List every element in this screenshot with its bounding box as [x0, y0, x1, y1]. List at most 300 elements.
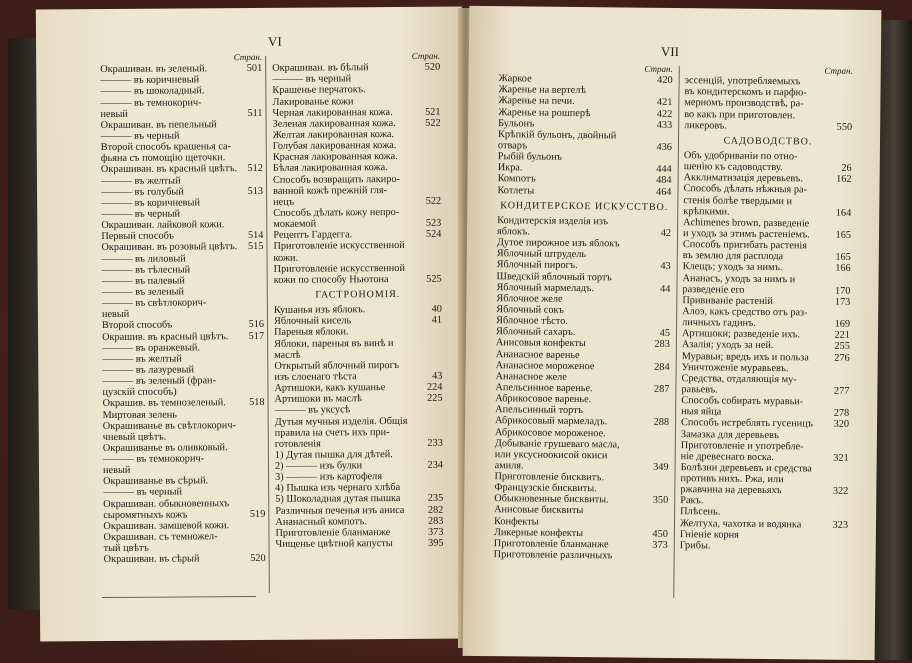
entry-title: въ кондитерскомъ и парфю-: [684, 86, 807, 99]
entry-page-number: [438, 251, 441, 262]
entry-page-number: [665, 518, 668, 529]
entry-title: Приготовленіе бисквитъ.: [494, 471, 605, 484]
entry-title: Ананасное желе: [495, 370, 567, 383]
entry-page-number: 224: [426, 381, 443, 393]
entry-title: Крашенье перчатокъ.: [272, 84, 366, 97]
entry-page-number: [437, 84, 440, 95]
entry-page-number: [668, 239, 671, 250]
entry-title: Прививаніе растеній: [682, 294, 773, 307]
entry-page-number: [848, 241, 851, 252]
entry-title: Шведскій яблочный тортъ: [496, 270, 612, 283]
entry-page-number: [262, 464, 265, 475]
entry-page-number: [437, 73, 440, 84]
entry-title: Яблочный штрудель: [496, 248, 587, 261]
entry-page-number: Стран.: [644, 63, 673, 74]
entry-title: Жаренье на печи.: [498, 95, 575, 108]
entry-page-number: [848, 185, 851, 196]
entry-page-number: [439, 359, 442, 370]
entry-page-number: [439, 262, 442, 273]
entry-page-number: [260, 197, 263, 208]
entry-title: Болѣзни деревьевъ и средства: [680, 462, 812, 475]
entry-title: Пареныя яблоки.: [274, 326, 349, 339]
entry-page-number: 323: [832, 519, 849, 531]
entry-title: Обыкновенные бисквиты.: [494, 493, 609, 506]
index-column-left-1: [100, 52, 266, 566]
entry-title: Бѣлая лакированная кожа.: [272, 162, 388, 175]
entry-title: Дутыя мучныя изделія. Общія: [274, 415, 408, 428]
entry-title: Муравьи; вредъ ихъ и польза: [681, 350, 809, 363]
entry-title: Окрашиванье въ сѣрый.: [103, 475, 209, 488]
entry-page-number: 283: [654, 339, 670, 351]
entry-title: Бульонъ: [498, 117, 535, 130]
entry-page-number: 433: [656, 119, 673, 131]
index-entry: [104, 553, 266, 565]
entry-title: Яблоки, пареныя въ винѣ и: [274, 337, 394, 350]
entry-title: Кушанья изъ яблокъ.: [273, 304, 366, 316]
index-column-right-1: [494, 62, 673, 562]
entry-title: Окрашиван. съ темножел-: [103, 531, 218, 544]
entry-title: невый: [102, 465, 131, 477]
entry-title: Яблочный сахаръ.: [495, 326, 576, 339]
entry-page-number: 501: [246, 63, 263, 75]
entry-page-number: 515: [247, 241, 264, 253]
entry-page-number: [437, 95, 440, 106]
entry-title: ——— въ черный: [101, 208, 181, 221]
entry-page-number: 321: [833, 452, 849, 464]
entry-title: ——— въ тѣлесный: [101, 264, 191, 276]
entry-title: ніе древеснаго воска.: [680, 450, 774, 463]
entry-page-number: [262, 520, 265, 531]
entry-page-number: 513: [247, 185, 264, 197]
entry-title: и уходъ за этимъ растеніемъ.: [682, 228, 810, 241]
entry-title: Объ удобриваніи по отно-: [683, 150, 798, 163]
entry-title: Артишоки; разведеніе ихъ.: [681, 328, 801, 341]
entry-title: Чищенье цвѣтной капусты: [275, 538, 393, 550]
entry-page-number: [666, 440, 669, 451]
entry-title: невый: [101, 309, 130, 321]
entry-page-number: [666, 373, 669, 384]
entry-page-number: [849, 110, 852, 121]
index-column-right-2: [680, 64, 853, 553]
entry-title: Приготовленіе бланманже: [493, 538, 609, 551]
entry-page-number: 550: [836, 121, 853, 133]
entry-title: Яблочное желе: [496, 292, 563, 305]
entry-page-number: [848, 219, 851, 230]
entry-page-number: 450: [652, 528, 668, 540]
entry-page-number: 518: [249, 397, 265, 409]
entry-page-number: 276: [834, 352, 850, 364]
entry-page-number: [440, 471, 443, 482]
entry-title: 5) Шоколадная дутая пышка: [275, 493, 401, 506]
entry-page-number: 524: [425, 228, 442, 241]
entry-page-number: 283: [427, 515, 444, 527]
entry-page-number: [262, 498, 265, 509]
entry-page-number: [259, 85, 262, 96]
entry-page-number: 514: [247, 230, 264, 242]
entry-title: Второй способъ крашенья са-: [100, 141, 232, 154]
entry-title: ——— въ лазуревый: [102, 364, 195, 376]
entry-title: Апельсинное варенье.: [495, 382, 593, 395]
section-heading: КОНДИТЕРСКОЕ ИСКУССТВО.: [500, 199, 669, 213]
entry-page-number: [260, 152, 263, 163]
entry-title: Приготовленіе и употребле-: [680, 439, 804, 453]
entry-page-number: [439, 337, 442, 348]
entry-page-number: 43: [660, 261, 671, 273]
entry-page-number: 484: [656, 175, 672, 187]
entry-page-number: 523: [425, 217, 442, 229]
entry-page-number: 420: [657, 74, 673, 87]
entry-title: ——— въ оранжевый.: [102, 342, 200, 354]
entry-page-number: [439, 348, 442, 359]
entry-title: мерномъ производствѣ, ра-: [684, 97, 804, 110]
entry-page-number: [669, 86, 672, 97]
index-entry: [274, 273, 442, 285]
index-entry: [680, 540, 848, 553]
entry-title: крѣпкими.: [683, 205, 730, 218]
entry-page-number: 277: [833, 385, 850, 397]
section-heading: ГАСТРОНОМІЯ.: [315, 288, 401, 301]
section-heading: САДОВОДСТВО.: [723, 135, 813, 148]
entry-page-number: 525: [426, 273, 442, 285]
entry-title: Компотъ: [497, 173, 536, 185]
entry-page-number: 44: [660, 283, 671, 295]
entry-title: Рыбій бульонъ: [497, 151, 563, 163]
entry-title: ——— въ коричневый: [101, 197, 201, 209]
entry-page-number: [262, 531, 265, 542]
entry-page-number: [667, 295, 670, 306]
entry-title: или уксусноокисой окиси: [494, 448, 608, 462]
entry-page-number: [261, 364, 264, 375]
entry-page-number: 516: [248, 319, 265, 331]
entry-page-number: 464: [655, 186, 672, 198]
entry-title: эссенцій, употребляемыхъ: [684, 75, 801, 88]
entry-title: Приготовленіе различныхъ: [493, 549, 613, 562]
entry-page-number: [261, 375, 264, 386]
entry-title: ——— въ свѣтлокорич-: [101, 297, 207, 310]
entry-title: Грибы.: [679, 539, 711, 552]
entry-page-number: [260, 141, 263, 152]
entry-page-number: [846, 441, 849, 452]
entry-page-number: [260, 174, 263, 185]
entry-page-number: [262, 408, 265, 419]
entry-page-number: [439, 326, 442, 337]
entry-title: Желтуха, чахотка и водянка: [679, 517, 802, 530]
entry-page-number: [438, 162, 441, 173]
left-page: [36, 7, 466, 642]
entry-title: ——— въ уксусѣ: [274, 404, 351, 417]
entry-page-number: [665, 551, 668, 562]
entry-title: Ананасный компотъ.: [275, 515, 367, 528]
entry-page-number: 350: [652, 495, 669, 507]
entry-title: Окрашиван. замшевой кожи.: [103, 520, 230, 532]
entry-title: ликеровъ.: [684, 119, 728, 132]
entry-page-number: 349: [653, 461, 669, 473]
entry-title: ——— въ зеленый (фран-: [102, 375, 217, 388]
entry-title: стенія болѣе твердыми и: [683, 194, 793, 207]
entry-title: 1) Дутая пышка для дѣтей.: [274, 448, 393, 461]
entry-page-number: [667, 350, 670, 361]
entry-page-number: [845, 542, 848, 553]
entry-title: въ землю для расплода: [682, 250, 784, 263]
entry-title: невый: [100, 108, 128, 120]
entry-page-number: [667, 306, 670, 317]
entry-page-number: [440, 426, 443, 437]
entry-page-number: [666, 406, 669, 417]
entry-title: Способъ возвращать лакиро-: [272, 173, 400, 186]
entry-title: Апельсинный тортъ: [495, 404, 584, 417]
entry-page-number: [259, 96, 262, 107]
entry-page-number: [261, 286, 264, 297]
entry-title: ——— въ темнокорич-: [100, 96, 202, 109]
entry-title: ——— въ голубый: [101, 186, 184, 198]
entry-page-number: [440, 449, 443, 460]
entry-title: Абрикосовое варенье.: [495, 393, 592, 406]
entry-title: сыромятныхъ кожъ: [103, 509, 188, 521]
entry-title: Конфекты: [493, 515, 539, 528]
entry-page-number: [845, 497, 848, 508]
entry-page-number: 512: [247, 163, 263, 175]
entry-page-number: [849, 99, 852, 110]
entry-title: правила на счетъ ихъ при-: [274, 426, 390, 439]
entry-page-number: [845, 531, 848, 542]
entry-page-number: [668, 217, 671, 228]
entry-page-number: [261, 342, 264, 353]
entry-title: Окрашиванье въ свѣтлокорич-: [102, 419, 236, 432]
entry-title: яблокъ.: [496, 226, 531, 238]
entry-title: цузскій способъ): [102, 386, 177, 399]
entry-title: фьяна съ помощію щеточки.: [100, 152, 226, 165]
entry-title: Яблочный сокъ: [496, 304, 564, 316]
entry-page-number: 221: [834, 329, 851, 342]
entry-title: ——— въ черный: [272, 73, 352, 86]
entry-title: ——— въ коричневый: [100, 74, 200, 87]
entry-title: шенію къ садоводству.: [683, 161, 783, 174]
entry-page-number: [848, 196, 851, 207]
entry-page-number: [440, 404, 443, 415]
entry-title: Achimenes brown, разведеніе: [683, 216, 810, 230]
entry-page-number: [847, 363, 850, 374]
entry-title: ванной кожѣ прежній гля-: [273, 184, 388, 197]
entry-title: Средства, отдаляющія му-: [681, 372, 797, 386]
entry-title: Яблочное тѣсто.: [496, 315, 568, 328]
entry-title: во какъ при приготовлен.: [684, 108, 796, 121]
entry-title: Акклиматизація деревьевъ.: [683, 172, 804, 185]
entry-title: отваръ: [497, 140, 528, 152]
entry-title: нецъ: [273, 196, 295, 208]
entry-title: Абрикосовый мармеладъ.: [495, 415, 608, 428]
entry-page-number: [260, 119, 263, 130]
entry-page-number: 522: [425, 195, 442, 207]
entry-page-number: 373: [427, 526, 444, 538]
entry-page-number: 41: [431, 314, 443, 326]
entry-page-number: 520: [250, 553, 266, 565]
entry-title: Икра.: [497, 162, 523, 174]
entry-page-number: [667, 317, 670, 328]
entry-page-number: 421: [656, 97, 673, 109]
entry-title: готовленія: [274, 438, 321, 450]
entry-page-number: [666, 395, 669, 406]
entry-page-number: [666, 428, 669, 439]
entry-page-number: [261, 275, 264, 286]
entry-page-number: [846, 430, 849, 441]
entry-title: амиля.: [494, 460, 524, 472]
entry-title: ——— въ темнокорич-: [102, 453, 205, 466]
entry-page-number: [260, 208, 263, 219]
book-cover-right: [876, 20, 912, 660]
entry-page-number: [261, 297, 264, 308]
entry-title: ——— въ желтый: [100, 175, 181, 187]
entry-page-number: [262, 453, 265, 464]
entry-page-number: [438, 140, 441, 151]
entry-title: Яблочный кисель: [273, 315, 352, 328]
column-divider: [265, 56, 270, 593]
index-entry: [276, 538, 444, 550]
entry-title: Ананасное мороженое: [495, 359, 595, 372]
entry-title: изъ слоенаго тѣста: [274, 371, 357, 383]
entry-page-number: [260, 219, 263, 230]
entry-title: Способъ дѣлать нѣжныя ра-: [683, 183, 808, 196]
entry-page-number: Стран.: [411, 50, 441, 61]
entry-page-number: [262, 420, 265, 431]
entry-page-number: [438, 240, 441, 251]
entry-title: Окрашив. въ красный цвѣтъ.: [102, 330, 229, 343]
entry-title: Желтая лакированная кожа.: [272, 128, 394, 141]
entry-title: Окрашиванье въ оливковый.: [102, 442, 228, 454]
entry-page-number: [668, 272, 671, 283]
entry-page-number: [669, 153, 672, 164]
entry-title: Анисовыя конфекты: [495, 337, 586, 350]
page-number-right: VII: [660, 43, 680, 60]
entry-title: ——— въ лиловый: [101, 252, 186, 265]
entry-page-number: 444: [656, 164, 672, 176]
entry-title: Рецептъ Гардегга.: [273, 229, 353, 242]
entry-title: Азалія; уходъ за ней.: [681, 339, 774, 352]
entry-page-number: [846, 397, 849, 408]
entry-title: маслѣ: [274, 349, 301, 361]
entry-title: Способъ дѣлать кожу непро-: [273, 206, 400, 219]
entry-title: чневый цвѣтъ.: [102, 431, 167, 443]
entry-page-number: 169: [834, 318, 851, 330]
entry-page-number: Стран.: [824, 65, 853, 76]
entry-page-number: 233: [427, 437, 443, 449]
entry-title: Котлеты: [497, 184, 535, 197]
entry-title: 4) Пышка изъ чернаго хлѣба: [275, 482, 401, 495]
entry-title: Миртовая зелень: [102, 409, 178, 421]
entry-page-number: 422: [656, 108, 673, 120]
entry-page-number: [261, 353, 264, 364]
entry-title: Жаркое: [498, 73, 532, 85]
entry-title: мокаемой: [273, 218, 317, 230]
entry-page-number: [259, 74, 262, 85]
entry-title: Уничтоженіе муравьевъ.: [681, 361, 789, 374]
index-entry: [497, 185, 671, 198]
entry-title: Окрашиван. обыкновенныхъ: [103, 497, 230, 510]
entry-title: Способъ истреблять гусеницъ: [681, 417, 814, 430]
entry-page-number: [261, 386, 264, 397]
page-column-header: [272, 51, 440, 63]
entry-page-number: [849, 88, 852, 99]
entry-page-number: 235: [427, 493, 444, 505]
entry-title: Окрашиван. въ бѣлый: [272, 62, 369, 74]
entry-page-number: [850, 77, 853, 88]
entry-title: Черная лакированная кожа.: [272, 106, 393, 119]
entry-page-number: [669, 131, 672, 142]
entry-page-number: [848, 274, 851, 285]
entry-page-number: 170: [834, 285, 851, 297]
entry-title: ——— въ черный: [100, 130, 180, 143]
entry-page-number: [438, 129, 441, 140]
entry-title: Кондитерскія изделія изъ: [497, 214, 609, 228]
entry-page-number: 234: [427, 459, 444, 471]
entry-title: Артишоки въ маслѣ: [274, 393, 363, 406]
page-column-header: [100, 52, 262, 64]
entry-title: Гніеніе корня: [679, 528, 739, 541]
entry-page-number: 40: [431, 303, 442, 315]
right-page: [463, 6, 882, 660]
entry-title: ——— въ палевый: [101, 275, 185, 287]
entry-title: Приготовленіе искусственной: [273, 240, 405, 253]
entry-page-number: [261, 308, 264, 319]
entry-title: кожи по способу Ньютона: [273, 273, 389, 286]
column-divider: [673, 66, 680, 598]
entry-title: Жаренье на вертелѣ: [498, 84, 587, 97]
entry-page-number: [261, 264, 264, 275]
entry-page-number: 395: [428, 537, 444, 549]
entry-title: ——— въ желтый: [102, 353, 182, 365]
entry-page-number: 165: [835, 229, 852, 241]
entry-title: Абрикосовое мороженое.: [494, 426, 606, 439]
entry-title: Окрашиван. въ зеленый.: [100, 63, 208, 76]
entry-page-number: [668, 250, 671, 261]
entry-page-number: 45: [659, 328, 671, 340]
entry-title: Окрашиван. въ пепельный: [100, 119, 217, 131]
entry-title: Анисовые бисквиты: [494, 504, 584, 517]
entry-title: Ракъ.: [680, 495, 704, 507]
entry-title: Окрашив. въ темнозеленый.: [102, 397, 226, 410]
entry-title: Клещъ; уходъ за нимъ.: [682, 261, 783, 274]
entry-title: Крѣпкій бульонъ, двойный: [498, 129, 617, 142]
entry-title: ——— въ зеленый: [101, 286, 185, 298]
entry-page-number: [438, 207, 441, 218]
entry-page-number: 284: [654, 361, 670, 373]
entry-title: Способъ собирать муравьи-: [681, 395, 804, 408]
entry-page-number: 320: [833, 419, 850, 431]
entry-page-number: 519: [249, 508, 266, 520]
entry-title: Артишоки, какъ кушанье: [274, 382, 386, 394]
entry-title: Окрашиван. въ красный цвѣтъ.: [100, 163, 238, 176]
entry-title: Окрашиван. лайковой кожи.: [101, 219, 225, 232]
entry-title: Голубая лакированная кожа.: [272, 140, 397, 152]
entry-title: Приготовленіе бланманже: [275, 526, 391, 539]
entry-title: Второй способъ: [101, 319, 173, 332]
entry-title: Первый способъ: [101, 230, 174, 243]
entry-page-number: [262, 431, 265, 442]
entry-title: Лакированье кожи: [272, 95, 354, 108]
entry-page-number: [262, 475, 265, 486]
entry-title: Окрашиван. въ сѣрый: [103, 553, 200, 566]
entry-title: ржавчина на деревьяхъ: [680, 484, 782, 497]
entry-page-number: 162: [836, 173, 852, 186]
entry-title: Красная лакированная кожа.: [272, 151, 398, 164]
entry-page-number: 255: [834, 341, 850, 353]
entry-page-number: [665, 506, 668, 517]
entry-title: ——— въ шоколадный.: [100, 85, 205, 98]
entry-title: 3) ——— изъ картофеля: [275, 471, 383, 484]
index-entry: [680, 484, 848, 497]
entry-title: Ананасъ, уходъ за нимъ и: [682, 272, 796, 285]
entry-page-number: [440, 415, 443, 426]
entry-title: Ликерные конфекты: [493, 526, 584, 539]
